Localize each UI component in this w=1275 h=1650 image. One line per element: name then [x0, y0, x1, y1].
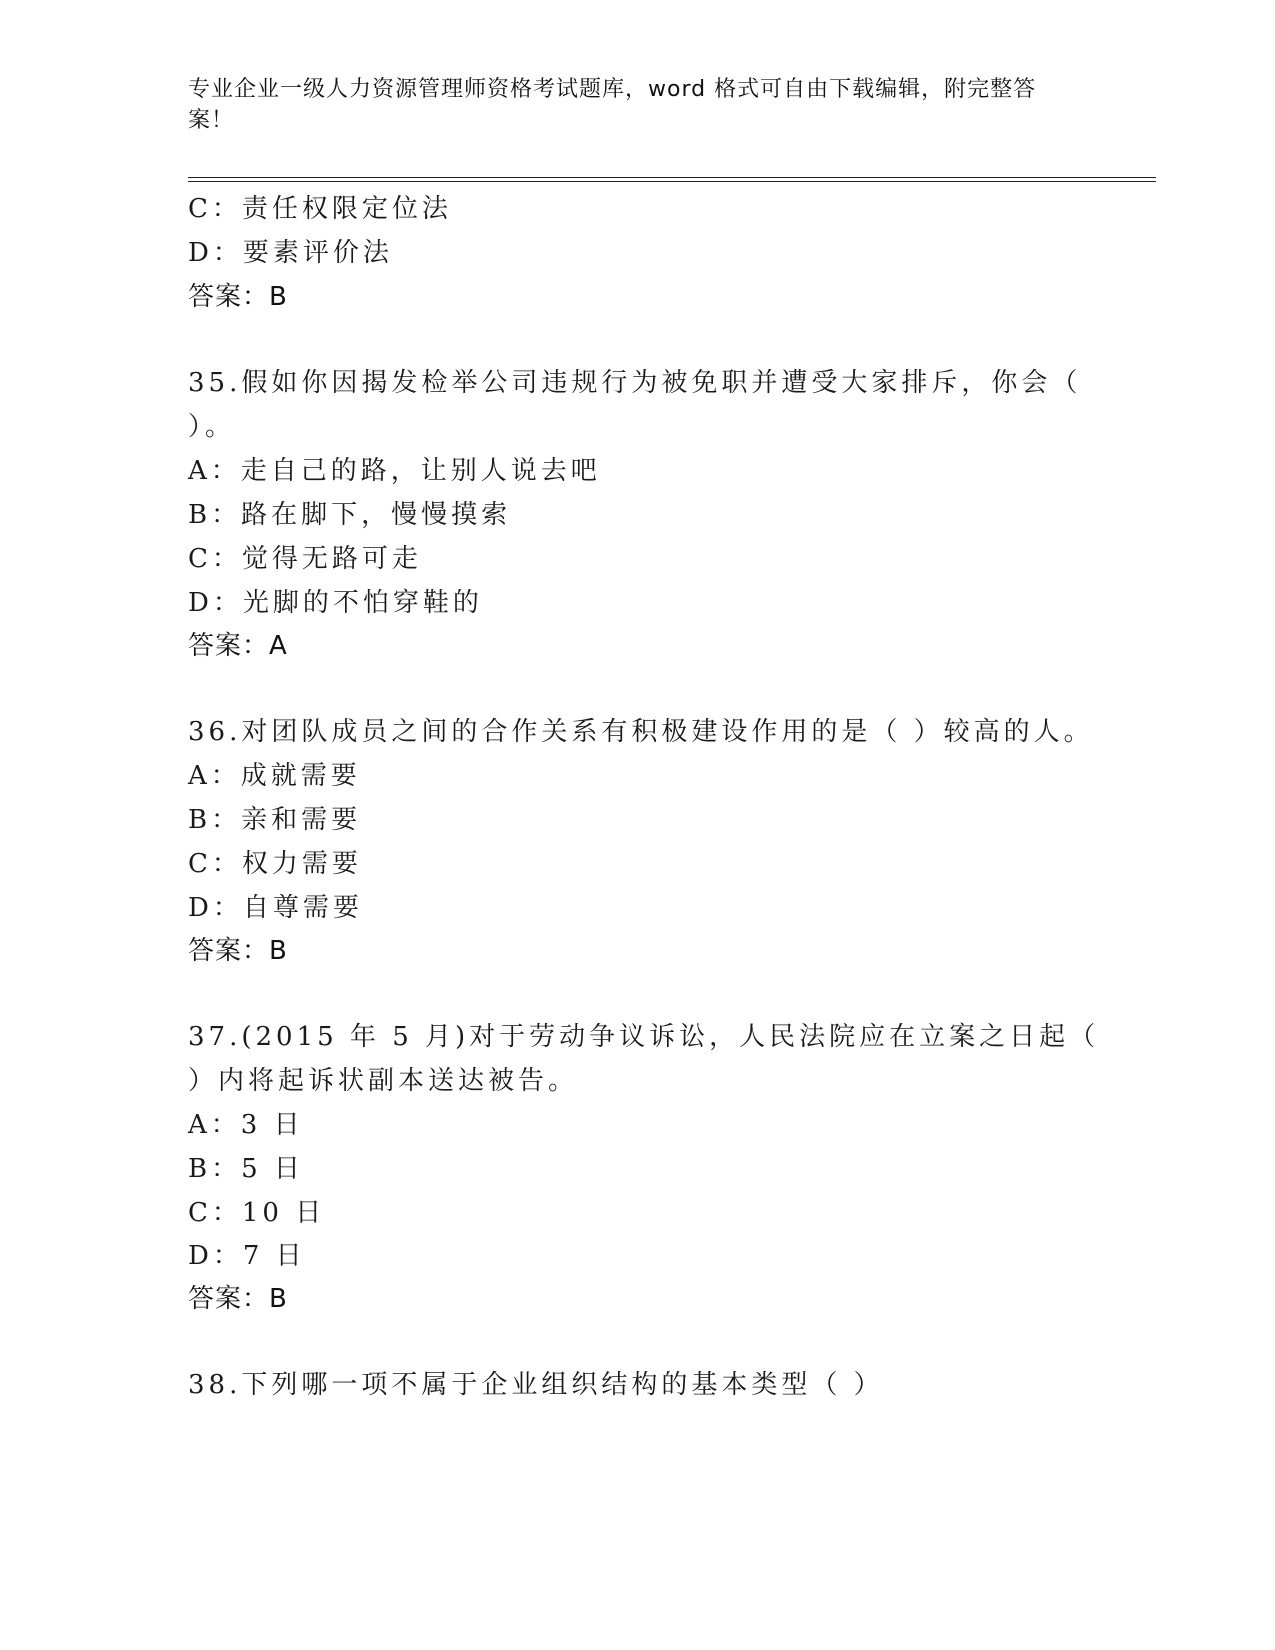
q37-answer: 答案：B	[188, 1284, 288, 1314]
q36-option-a: A：成就需要	[188, 761, 361, 791]
header-divider-top	[188, 177, 1156, 178]
document-header: 专业企业一级人力资源管理师资格考试题库，word 格式可自由下载编辑，附完整答案！	[188, 77, 1037, 133]
q34-answer: 答案：B	[188, 282, 288, 312]
q36-option-c: C：权力需要	[188, 849, 362, 879]
q36-stem-line1: 36.对团队成员之间的合作关系有积极建设作用的是（ ）较高的人。	[188, 717, 1094, 747]
q34-option-d: D：要素评价法	[188, 238, 393, 268]
q37-option-c: C：10 日	[188, 1198, 326, 1228]
q35-answer: 答案：A	[188, 631, 288, 661]
q36-answer: 答案：B	[188, 936, 288, 966]
q37-stem-line2: ）内将起诉状副本送达被告。	[188, 1066, 579, 1096]
q35-option-a: A：走自己的路，让别人说去吧	[188, 456, 601, 486]
q34-option-c: C：责任权限定位法	[188, 194, 452, 224]
q36-option-d: D：自尊需要	[188, 893, 363, 923]
q38-stem-line1: 38.下列哪一项不属于企业组织结构的基本类型（ ）	[188, 1370, 884, 1400]
q35-option-c: C：觉得无路可走	[188, 544, 422, 574]
q37-stem-line1: 37.(2015 年 5 月)对于劳动争议诉讼，人民法院应在立案之日起（	[188, 1022, 1100, 1052]
q35-stem-line2: ）。	[188, 412, 236, 442]
q37-option-a: A：3 日	[188, 1110, 304, 1140]
q37-option-d: D：7 日	[188, 1241, 306, 1271]
q37-option-b: B：5 日	[188, 1154, 304, 1184]
q35-option-b: B：路在脚下，慢慢摸索	[188, 500, 512, 530]
q36-option-b: B：亲和需要	[188, 805, 362, 835]
q35-stem-line1: 35.假如你因揭发检举公司违规行为被免职并遭受大家排斥，你会（	[188, 368, 1082, 398]
header-divider-bottom	[188, 181, 1156, 182]
q35-option-d: D：光脚的不怕穿鞋的	[188, 588, 483, 618]
